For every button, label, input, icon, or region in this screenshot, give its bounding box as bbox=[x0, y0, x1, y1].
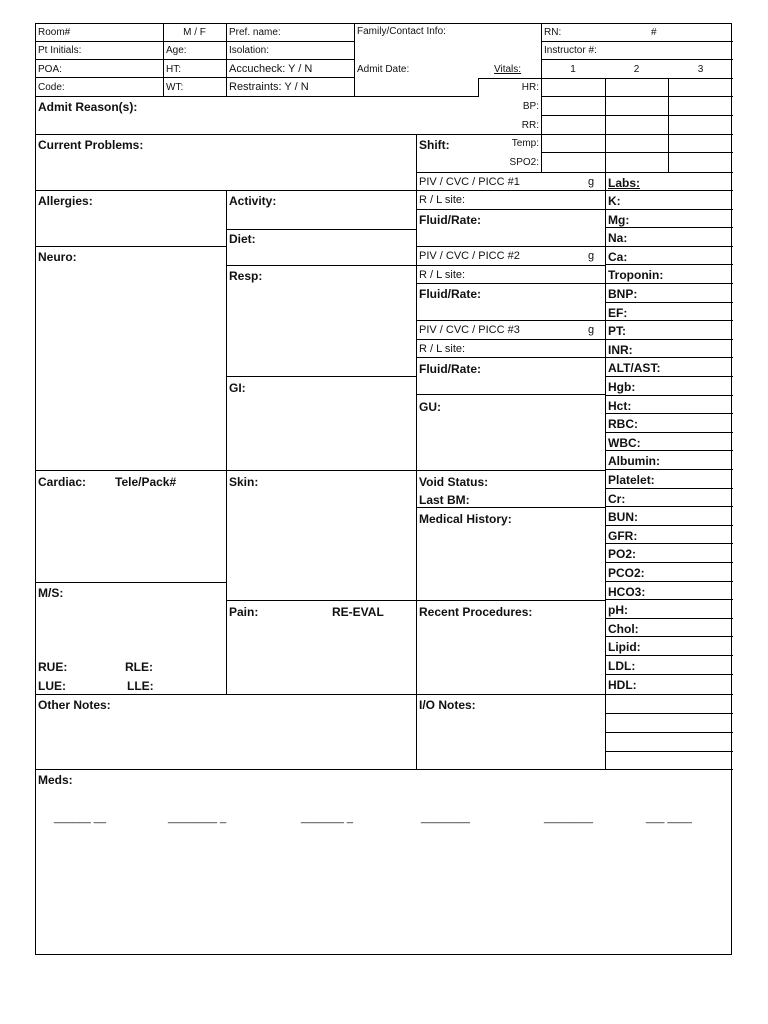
rule bbox=[36, 96, 479, 97]
code-label: Code: bbox=[38, 82, 65, 93]
tele-pack-label: Tele/Pack# bbox=[115, 475, 177, 489]
rule bbox=[416, 283, 605, 284]
rule bbox=[226, 24, 227, 96]
vitals-col-3: 3 bbox=[697, 64, 704, 75]
lab-row-rule bbox=[605, 450, 733, 451]
lab-row-rule bbox=[605, 320, 733, 321]
lab-row-rule bbox=[605, 562, 733, 563]
lab-bnp-label: BNP: bbox=[608, 287, 638, 301]
lab-gfr-label: GFR: bbox=[608, 528, 638, 543]
room-label: Room# bbox=[38, 27, 71, 38]
rule bbox=[416, 394, 605, 395]
rule bbox=[416, 134, 417, 769]
lab-k-label: K: bbox=[608, 194, 621, 208]
activity-label: Activity: bbox=[229, 194, 277, 208]
lab-row-rule bbox=[605, 488, 733, 489]
restraints-field: Restraints: Y / N bbox=[229, 81, 309, 93]
lab-cr-label: Cr: bbox=[608, 491, 626, 506]
iv-fluid-1: Fluid/Rate: bbox=[419, 213, 481, 227]
lab-altast-label: ALT/AST: bbox=[608, 361, 661, 376]
meds-blank: ________ _ bbox=[168, 812, 227, 824]
rule bbox=[226, 376, 416, 377]
lab-row-rule bbox=[605, 283, 733, 284]
iv-fluid-2: Fluid/Rate: bbox=[419, 287, 481, 301]
vitals-col-1: 1 bbox=[570, 64, 576, 75]
rule bbox=[668, 78, 669, 172]
rule bbox=[416, 209, 605, 210]
lab-row-rule bbox=[605, 246, 733, 247]
lab-chol-label: Chol: bbox=[608, 621, 639, 636]
rule bbox=[541, 96, 733, 97]
accucheck-field: Accucheck: Y / N bbox=[229, 63, 313, 75]
lab-ph-label: pH: bbox=[608, 603, 628, 618]
rn-number-label: # bbox=[651, 27, 657, 38]
lab-row-rule bbox=[605, 543, 733, 544]
diet-label: Diet: bbox=[229, 232, 256, 246]
rule bbox=[36, 134, 733, 135]
lle-label: LLE: bbox=[127, 679, 154, 693]
void-status-label: Void Status: bbox=[419, 475, 489, 489]
pref-name-label: Pref. name: bbox=[229, 27, 281, 38]
lab-platelet-label: Platelet: bbox=[608, 473, 655, 487]
rule bbox=[605, 713, 733, 714]
rule bbox=[36, 59, 354, 60]
rule bbox=[416, 339, 605, 340]
vitals-title: Vitals: bbox=[494, 64, 522, 75]
rule bbox=[605, 172, 606, 769]
meds-label: Meds: bbox=[38, 773, 73, 787]
iv-gauge-2: g bbox=[588, 250, 595, 262]
vitals-temp-label: Temp: bbox=[511, 138, 539, 149]
iv-fluid-3: Fluid/Rate: bbox=[419, 362, 481, 376]
meds-blank: _______ _ bbox=[301, 812, 353, 824]
rule bbox=[36, 77, 354, 78]
lab-pt-label: PT: bbox=[608, 324, 626, 339]
gi-label: GI: bbox=[229, 381, 246, 395]
rule bbox=[354, 24, 355, 96]
lab-hdl-label: HDL: bbox=[608, 677, 637, 692]
lab-row-rule bbox=[605, 618, 733, 619]
lab-row-rule bbox=[605, 395, 733, 396]
rule bbox=[36, 769, 733, 770]
last-bm-label: Last BM: bbox=[419, 493, 470, 507]
rule bbox=[36, 470, 605, 471]
rule bbox=[36, 246, 226, 247]
vitals-hr-label: HR: bbox=[521, 82, 539, 93]
cardiac-label: Cardiac: bbox=[38, 475, 87, 489]
lab-rbc-label: RBC: bbox=[608, 417, 638, 432]
meds-blank: ______ __ bbox=[54, 812, 106, 824]
iv-gauge-3: g bbox=[588, 324, 595, 336]
poa-label: POA: bbox=[38, 64, 62, 75]
meds-blank: ________ bbox=[421, 812, 470, 824]
rule bbox=[36, 582, 226, 583]
pt-initials-label: Pt Initials: bbox=[38, 45, 82, 56]
resp-label: Resp: bbox=[229, 269, 263, 283]
lab-pco2-label: PCO2: bbox=[608, 566, 645, 580]
instructor-label: Instructor #: bbox=[544, 45, 597, 56]
skin-label: Skin: bbox=[229, 475, 259, 489]
recent-procedures-label: Recent Procedures: bbox=[419, 605, 533, 619]
lab-row-rule bbox=[605, 376, 733, 377]
gu-label: GU: bbox=[419, 400, 441, 414]
pain-label: Pain: bbox=[229, 605, 259, 619]
labs-title: Labs: bbox=[608, 176, 641, 190]
rule bbox=[416, 320, 605, 321]
rule bbox=[605, 78, 606, 172]
lab-row-rule bbox=[605, 599, 733, 600]
lab-albumin-label: Albumin: bbox=[608, 454, 660, 469]
iv-line-2: PIV / CVC / PICC #2 bbox=[419, 250, 520, 262]
iv-site-1: R / L site: bbox=[419, 194, 466, 206]
rule bbox=[541, 24, 542, 172]
lab-row-rule bbox=[605, 581, 733, 582]
lab-na-label: Na: bbox=[608, 231, 628, 246]
lab-row-rule bbox=[605, 357, 733, 358]
lab-row-rule bbox=[605, 432, 733, 433]
vitals-col-2: 2 bbox=[633, 64, 640, 75]
current-problems-label: Current Problems: bbox=[38, 138, 144, 152]
lab-hco3-label: HCO3: bbox=[608, 584, 646, 599]
rule bbox=[36, 41, 354, 42]
iv-gauge-1: g bbox=[588, 176, 595, 188]
lab-row-rule bbox=[605, 264, 733, 265]
vitals-bp-label: BP: bbox=[522, 101, 539, 112]
allergies-label: Allergies: bbox=[38, 194, 93, 208]
other-notes-label: Other Notes: bbox=[38, 698, 111, 712]
lab-hgb-label: Hgb: bbox=[608, 380, 636, 394]
lab-troponin-label: Troponin: bbox=[608, 268, 664, 283]
lab-po2-label: PO2: bbox=[608, 547, 637, 562]
vitals-spo2-label: SPO2: bbox=[509, 157, 539, 168]
lab-row-rule bbox=[605, 506, 733, 507]
lab-lipid-label: Lipid: bbox=[608, 640, 641, 655]
rule bbox=[416, 246, 605, 247]
wt-label: WT: bbox=[166, 82, 184, 93]
rule bbox=[416, 507, 605, 508]
re-eval-label: RE-EVAL bbox=[332, 605, 384, 619]
lab-bun-label: BUN: bbox=[608, 510, 638, 525]
lab-hct-label: Hct: bbox=[608, 398, 632, 413]
ht-label: HT: bbox=[166, 64, 181, 75]
lab-row-rule bbox=[605, 674, 733, 675]
lab-row-rule bbox=[605, 413, 733, 414]
rule bbox=[541, 152, 733, 153]
rule bbox=[605, 732, 733, 733]
ms-label: M/S: bbox=[38, 586, 64, 600]
isolation-label: Isolation: bbox=[229, 45, 270, 56]
family-contact-label: Family/Contact Info: bbox=[357, 26, 446, 37]
meds-blank: ________ bbox=[544, 812, 593, 824]
rule bbox=[226, 229, 416, 230]
rule bbox=[416, 265, 605, 266]
rule bbox=[541, 115, 733, 116]
lab-row-rule bbox=[605, 469, 733, 470]
rule bbox=[226, 265, 416, 266]
medical-history-label: Medical History: bbox=[419, 512, 512, 526]
neuro-label: Neuro: bbox=[38, 250, 77, 264]
rn-label: RN: bbox=[544, 27, 562, 38]
meds-blank: ___ ____ bbox=[646, 812, 692, 824]
lab-ldl-label: LDL: bbox=[608, 659, 636, 673]
rule bbox=[36, 694, 733, 695]
lab-row-rule bbox=[605, 636, 733, 637]
rule bbox=[226, 190, 227, 694]
lab-ca-label: Ca: bbox=[608, 249, 628, 264]
shift-label: Shift: bbox=[419, 138, 450, 152]
rule bbox=[541, 59, 733, 60]
lab-row-rule bbox=[605, 227, 733, 228]
rue-label: RUE: bbox=[38, 660, 68, 674]
iv-line-1: PIV / CVC / PICC #1 bbox=[419, 176, 520, 188]
rule bbox=[36, 190, 733, 191]
admit-reason-label: Admit Reason(s): bbox=[38, 100, 138, 114]
lab-ef-label: EF: bbox=[608, 305, 628, 320]
rule bbox=[541, 41, 733, 42]
lab-inr-label: INR: bbox=[608, 342, 633, 357]
lab-row-rule bbox=[605, 655, 733, 656]
sex-field: M / F bbox=[183, 27, 206, 38]
rule bbox=[416, 172, 733, 173]
rle-label: RLE: bbox=[125, 660, 153, 674]
lab-row-rule bbox=[605, 339, 733, 340]
lab-row-rule bbox=[605, 209, 733, 210]
iv-site-2: R / L site: bbox=[419, 269, 466, 281]
lab-row-rule bbox=[605, 302, 733, 303]
age-label: Age: bbox=[166, 45, 187, 56]
rule bbox=[416, 357, 605, 358]
admit-date-label: Admit Date: bbox=[357, 64, 410, 75]
lab-row-rule bbox=[605, 525, 733, 526]
lab-wbc-label: WBC: bbox=[608, 435, 641, 450]
lue-label: LUE: bbox=[38, 679, 66, 693]
io-notes-label: I/O Notes: bbox=[419, 698, 476, 712]
iv-site-3: R / L site: bbox=[419, 343, 466, 355]
iv-line-3: PIV / CVC / PICC #3 bbox=[419, 324, 520, 336]
lab-mg-label: Mg: bbox=[608, 212, 630, 227]
care-sheet bbox=[35, 23, 732, 955]
vitals-rr-label: RR: bbox=[521, 120, 539, 131]
rule bbox=[605, 751, 733, 752]
